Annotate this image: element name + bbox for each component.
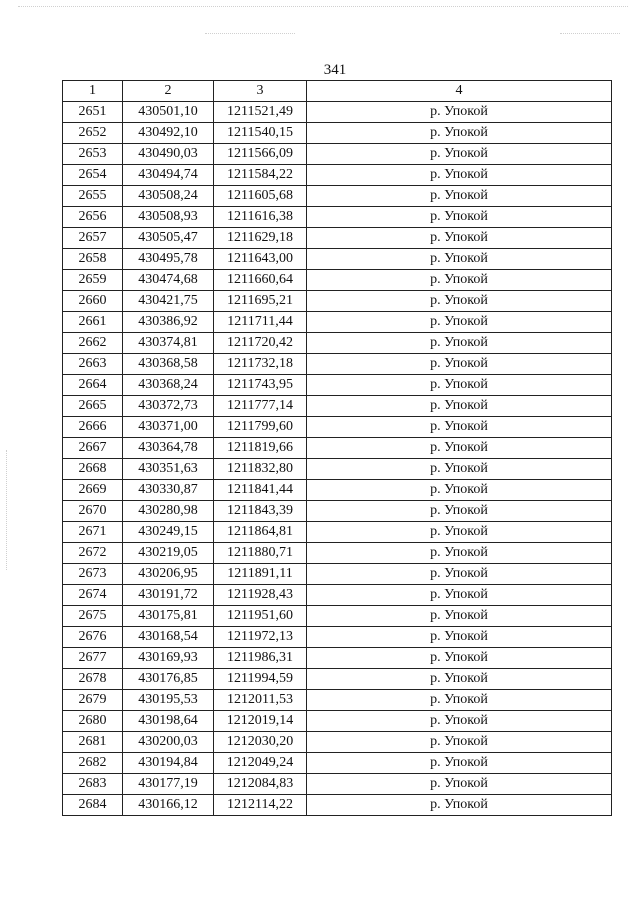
cell-description: р. Упокой (307, 207, 612, 228)
cell-y-coordinate: 1211777,14 (214, 396, 307, 417)
cell-point-number: 2651 (63, 102, 123, 123)
cell-description: р. Упокой (307, 459, 612, 480)
table-row (63, 480, 612, 501)
table-row (63, 564, 612, 585)
cell-y-coordinate: 1212019,14 (214, 711, 307, 732)
table-row (63, 123, 612, 144)
cell-description: р. Упокой (307, 144, 612, 165)
cell-y-coordinate: 1212011,53 (214, 690, 307, 711)
table-body (63, 102, 612, 816)
cell-point-number: 2658 (63, 249, 123, 270)
cell-description: р. Упокой (307, 711, 612, 732)
cell-y-coordinate: 1211843,39 (214, 501, 307, 522)
cell-point-number: 2682 (63, 753, 123, 774)
cell-y-coordinate: 1211695,21 (214, 291, 307, 312)
cell-point-number: 2657 (63, 228, 123, 249)
table-row (63, 606, 612, 627)
cell-y-coordinate: 1211643,00 (214, 249, 307, 270)
cell-y-coordinate: 1211841,44 (214, 480, 307, 501)
cell-point-number: 2653 (63, 144, 123, 165)
table-row (63, 228, 612, 249)
table-row (63, 627, 612, 648)
cell-x-coordinate: 430177,19 (123, 774, 214, 795)
cell-point-number: 2674 (63, 585, 123, 606)
cell-point-number: 2681 (63, 732, 123, 753)
cell-point-number: 2669 (63, 480, 123, 501)
table-row (63, 690, 612, 711)
scan-artifact-edge (6, 450, 8, 570)
cell-point-number: 2683 (63, 774, 123, 795)
cell-x-coordinate: 430351,63 (123, 459, 214, 480)
cell-y-coordinate: 1211891,11 (214, 564, 307, 585)
table-header (63, 81, 612, 102)
cell-x-coordinate: 430505,47 (123, 228, 214, 249)
table-row (63, 417, 612, 438)
cell-point-number: 2680 (63, 711, 123, 732)
cell-point-number: 2671 (63, 522, 123, 543)
cell-x-coordinate: 430194,84 (123, 753, 214, 774)
header-cell-y-coordinate: 3 (214, 81, 307, 102)
cell-point-number: 2676 (63, 627, 123, 648)
cell-x-coordinate: 430368,58 (123, 354, 214, 375)
table-row (63, 186, 612, 207)
cell-point-number: 2666 (63, 417, 123, 438)
cell-y-coordinate: 1211880,71 (214, 543, 307, 564)
cell-point-number: 2662 (63, 333, 123, 354)
cell-x-coordinate: 430492,10 (123, 123, 214, 144)
cell-point-number: 2665 (63, 396, 123, 417)
cell-description: р. Упокой (307, 648, 612, 669)
cell-description: р. Упокой (307, 396, 612, 417)
table-row (63, 732, 612, 753)
cell-y-coordinate: 1211743,95 (214, 375, 307, 396)
cell-description: р. Упокой (307, 795, 612, 816)
cell-x-coordinate: 430200,03 (123, 732, 214, 753)
table-row (63, 438, 612, 459)
cell-y-coordinate: 1211711,44 (214, 312, 307, 333)
cell-x-coordinate: 430175,81 (123, 606, 214, 627)
cell-point-number: 2684 (63, 795, 123, 816)
cell-y-coordinate: 1211521,49 (214, 102, 307, 123)
cell-y-coordinate: 1212084,83 (214, 774, 307, 795)
cell-y-coordinate: 1211972,13 (214, 627, 307, 648)
cell-x-coordinate: 430374,81 (123, 333, 214, 354)
cell-x-coordinate: 430494,74 (123, 165, 214, 186)
cell-description: р. Упокой (307, 123, 612, 144)
cell-description: р. Упокой (307, 501, 612, 522)
table-row (63, 375, 612, 396)
cell-y-coordinate: 1211819,66 (214, 438, 307, 459)
table-row (63, 669, 612, 690)
cell-description: р. Упокой (307, 270, 612, 291)
table-row (63, 312, 612, 333)
cell-point-number: 2678 (63, 669, 123, 690)
cell-y-coordinate: 1211732,18 (214, 354, 307, 375)
cell-description: р. Упокой (307, 669, 612, 690)
cell-x-coordinate: 430280,98 (123, 501, 214, 522)
cell-point-number: 2654 (63, 165, 123, 186)
table-row (63, 795, 612, 816)
cell-y-coordinate: 1211951,60 (214, 606, 307, 627)
table-row (63, 501, 612, 522)
cell-point-number: 2679 (63, 690, 123, 711)
cell-point-number: 2667 (63, 438, 123, 459)
cell-description: р. Упокой (307, 249, 612, 270)
cell-point-number: 2668 (63, 459, 123, 480)
cell-point-number: 2660 (63, 291, 123, 312)
cell-y-coordinate: 1212049,24 (214, 753, 307, 774)
cell-description: р. Упокой (307, 522, 612, 543)
cell-description: р. Упокой (307, 102, 612, 123)
cell-point-number: 2661 (63, 312, 123, 333)
table-row (63, 522, 612, 543)
scan-artifact-line (205, 33, 295, 36)
table-row (63, 648, 612, 669)
cell-description: р. Упокой (307, 312, 612, 333)
cell-x-coordinate: 430176,85 (123, 669, 214, 690)
cell-x-coordinate: 430508,24 (123, 186, 214, 207)
table-row (63, 165, 612, 186)
table-row (63, 249, 612, 270)
cell-point-number: 2659 (63, 270, 123, 291)
table-row (63, 459, 612, 480)
cell-x-coordinate: 430372,73 (123, 396, 214, 417)
cell-x-coordinate: 430166,12 (123, 795, 214, 816)
cell-description: р. Упокой (307, 564, 612, 585)
cell-x-coordinate: 430501,10 (123, 102, 214, 123)
cell-x-coordinate: 430508,93 (123, 207, 214, 228)
scan-artifact-line (18, 6, 628, 9)
cell-description: р. Упокой (307, 375, 612, 396)
cell-description: р. Упокой (307, 753, 612, 774)
cell-y-coordinate: 1211986,31 (214, 648, 307, 669)
header-cell-x-coordinate: 2 (123, 81, 214, 102)
cell-description: р. Упокой (307, 627, 612, 648)
cell-y-coordinate: 1211540,15 (214, 123, 307, 144)
cell-x-coordinate: 430195,53 (123, 690, 214, 711)
cell-y-coordinate: 1211616,38 (214, 207, 307, 228)
cell-description: р. Упокой (307, 333, 612, 354)
cell-x-coordinate: 430386,92 (123, 312, 214, 333)
cell-x-coordinate: 430206,95 (123, 564, 214, 585)
page-number: 341 (323, 62, 347, 78)
cell-x-coordinate: 430368,24 (123, 375, 214, 396)
cell-description: р. Упокой (307, 291, 612, 312)
cell-x-coordinate: 430421,75 (123, 291, 214, 312)
table-row (63, 585, 612, 606)
cell-y-coordinate: 1211720,42 (214, 333, 307, 354)
table-row (63, 102, 612, 123)
cell-y-coordinate: 1211864,81 (214, 522, 307, 543)
cell-x-coordinate: 430219,05 (123, 543, 214, 564)
cell-description: р. Упокой (307, 438, 612, 459)
cell-description: р. Упокой (307, 732, 612, 753)
cell-x-coordinate: 430490,03 (123, 144, 214, 165)
cell-point-number: 2670 (63, 501, 123, 522)
cell-y-coordinate: 1211660,64 (214, 270, 307, 291)
cell-x-coordinate: 430249,15 (123, 522, 214, 543)
table-row (63, 291, 612, 312)
table-row (63, 270, 612, 291)
cell-description: р. Упокой (307, 585, 612, 606)
cell-point-number: 2673 (63, 564, 123, 585)
cell-y-coordinate: 1211928,43 (214, 585, 307, 606)
cell-description: р. Упокой (307, 606, 612, 627)
cell-point-number: 2675 (63, 606, 123, 627)
cell-y-coordinate: 1211629,18 (214, 228, 307, 249)
cell-description: р. Упокой (307, 480, 612, 501)
coordinates-table (62, 80, 612, 816)
cell-y-coordinate: 1212030,20 (214, 732, 307, 753)
table-row (63, 396, 612, 417)
cell-description: р. Упокой (307, 543, 612, 564)
table-row (63, 207, 612, 228)
cell-y-coordinate: 1211832,80 (214, 459, 307, 480)
cell-description: р. Упокой (307, 690, 612, 711)
cell-x-coordinate: 430198,64 (123, 711, 214, 732)
cell-x-coordinate: 430168,54 (123, 627, 214, 648)
cell-x-coordinate: 430191,72 (123, 585, 214, 606)
cell-x-coordinate: 430364,78 (123, 438, 214, 459)
cell-point-number: 2652 (63, 123, 123, 144)
cell-description: р. Упокой (307, 186, 612, 207)
header-cell-point-number: 1 (63, 81, 123, 102)
cell-point-number: 2677 (63, 648, 123, 669)
table-row (63, 711, 612, 732)
cell-y-coordinate: 1212114,22 (214, 795, 307, 816)
cell-point-number: 2664 (63, 375, 123, 396)
cell-description: р. Упокой (307, 417, 612, 438)
table-row (63, 753, 612, 774)
cell-description: р. Упокой (307, 228, 612, 249)
table-row (63, 354, 612, 375)
cell-x-coordinate: 430169,93 (123, 648, 214, 669)
cell-point-number: 2655 (63, 186, 123, 207)
cell-x-coordinate: 430330,87 (123, 480, 214, 501)
header-cell-description: 4 (307, 81, 612, 102)
cell-point-number: 2672 (63, 543, 123, 564)
scan-artifact-line (560, 33, 620, 36)
cell-description: р. Упокой (307, 774, 612, 795)
header-row (63, 81, 612, 102)
table-row (63, 144, 612, 165)
cell-y-coordinate: 1211584,22 (214, 165, 307, 186)
cell-point-number: 2656 (63, 207, 123, 228)
cell-x-coordinate: 430495,78 (123, 249, 214, 270)
table-row (63, 333, 612, 354)
table-row (63, 543, 612, 564)
cell-x-coordinate: 430474,68 (123, 270, 214, 291)
table-row (63, 774, 612, 795)
cell-y-coordinate: 1211799,60 (214, 417, 307, 438)
cell-y-coordinate: 1211605,68 (214, 186, 307, 207)
cell-point-number: 2663 (63, 354, 123, 375)
cell-description: р. Упокой (307, 354, 612, 375)
cell-y-coordinate: 1211994,59 (214, 669, 307, 690)
cell-x-coordinate: 430371,00 (123, 417, 214, 438)
cell-description: р. Упокой (307, 165, 612, 186)
cell-y-coordinate: 1211566,09 (214, 144, 307, 165)
